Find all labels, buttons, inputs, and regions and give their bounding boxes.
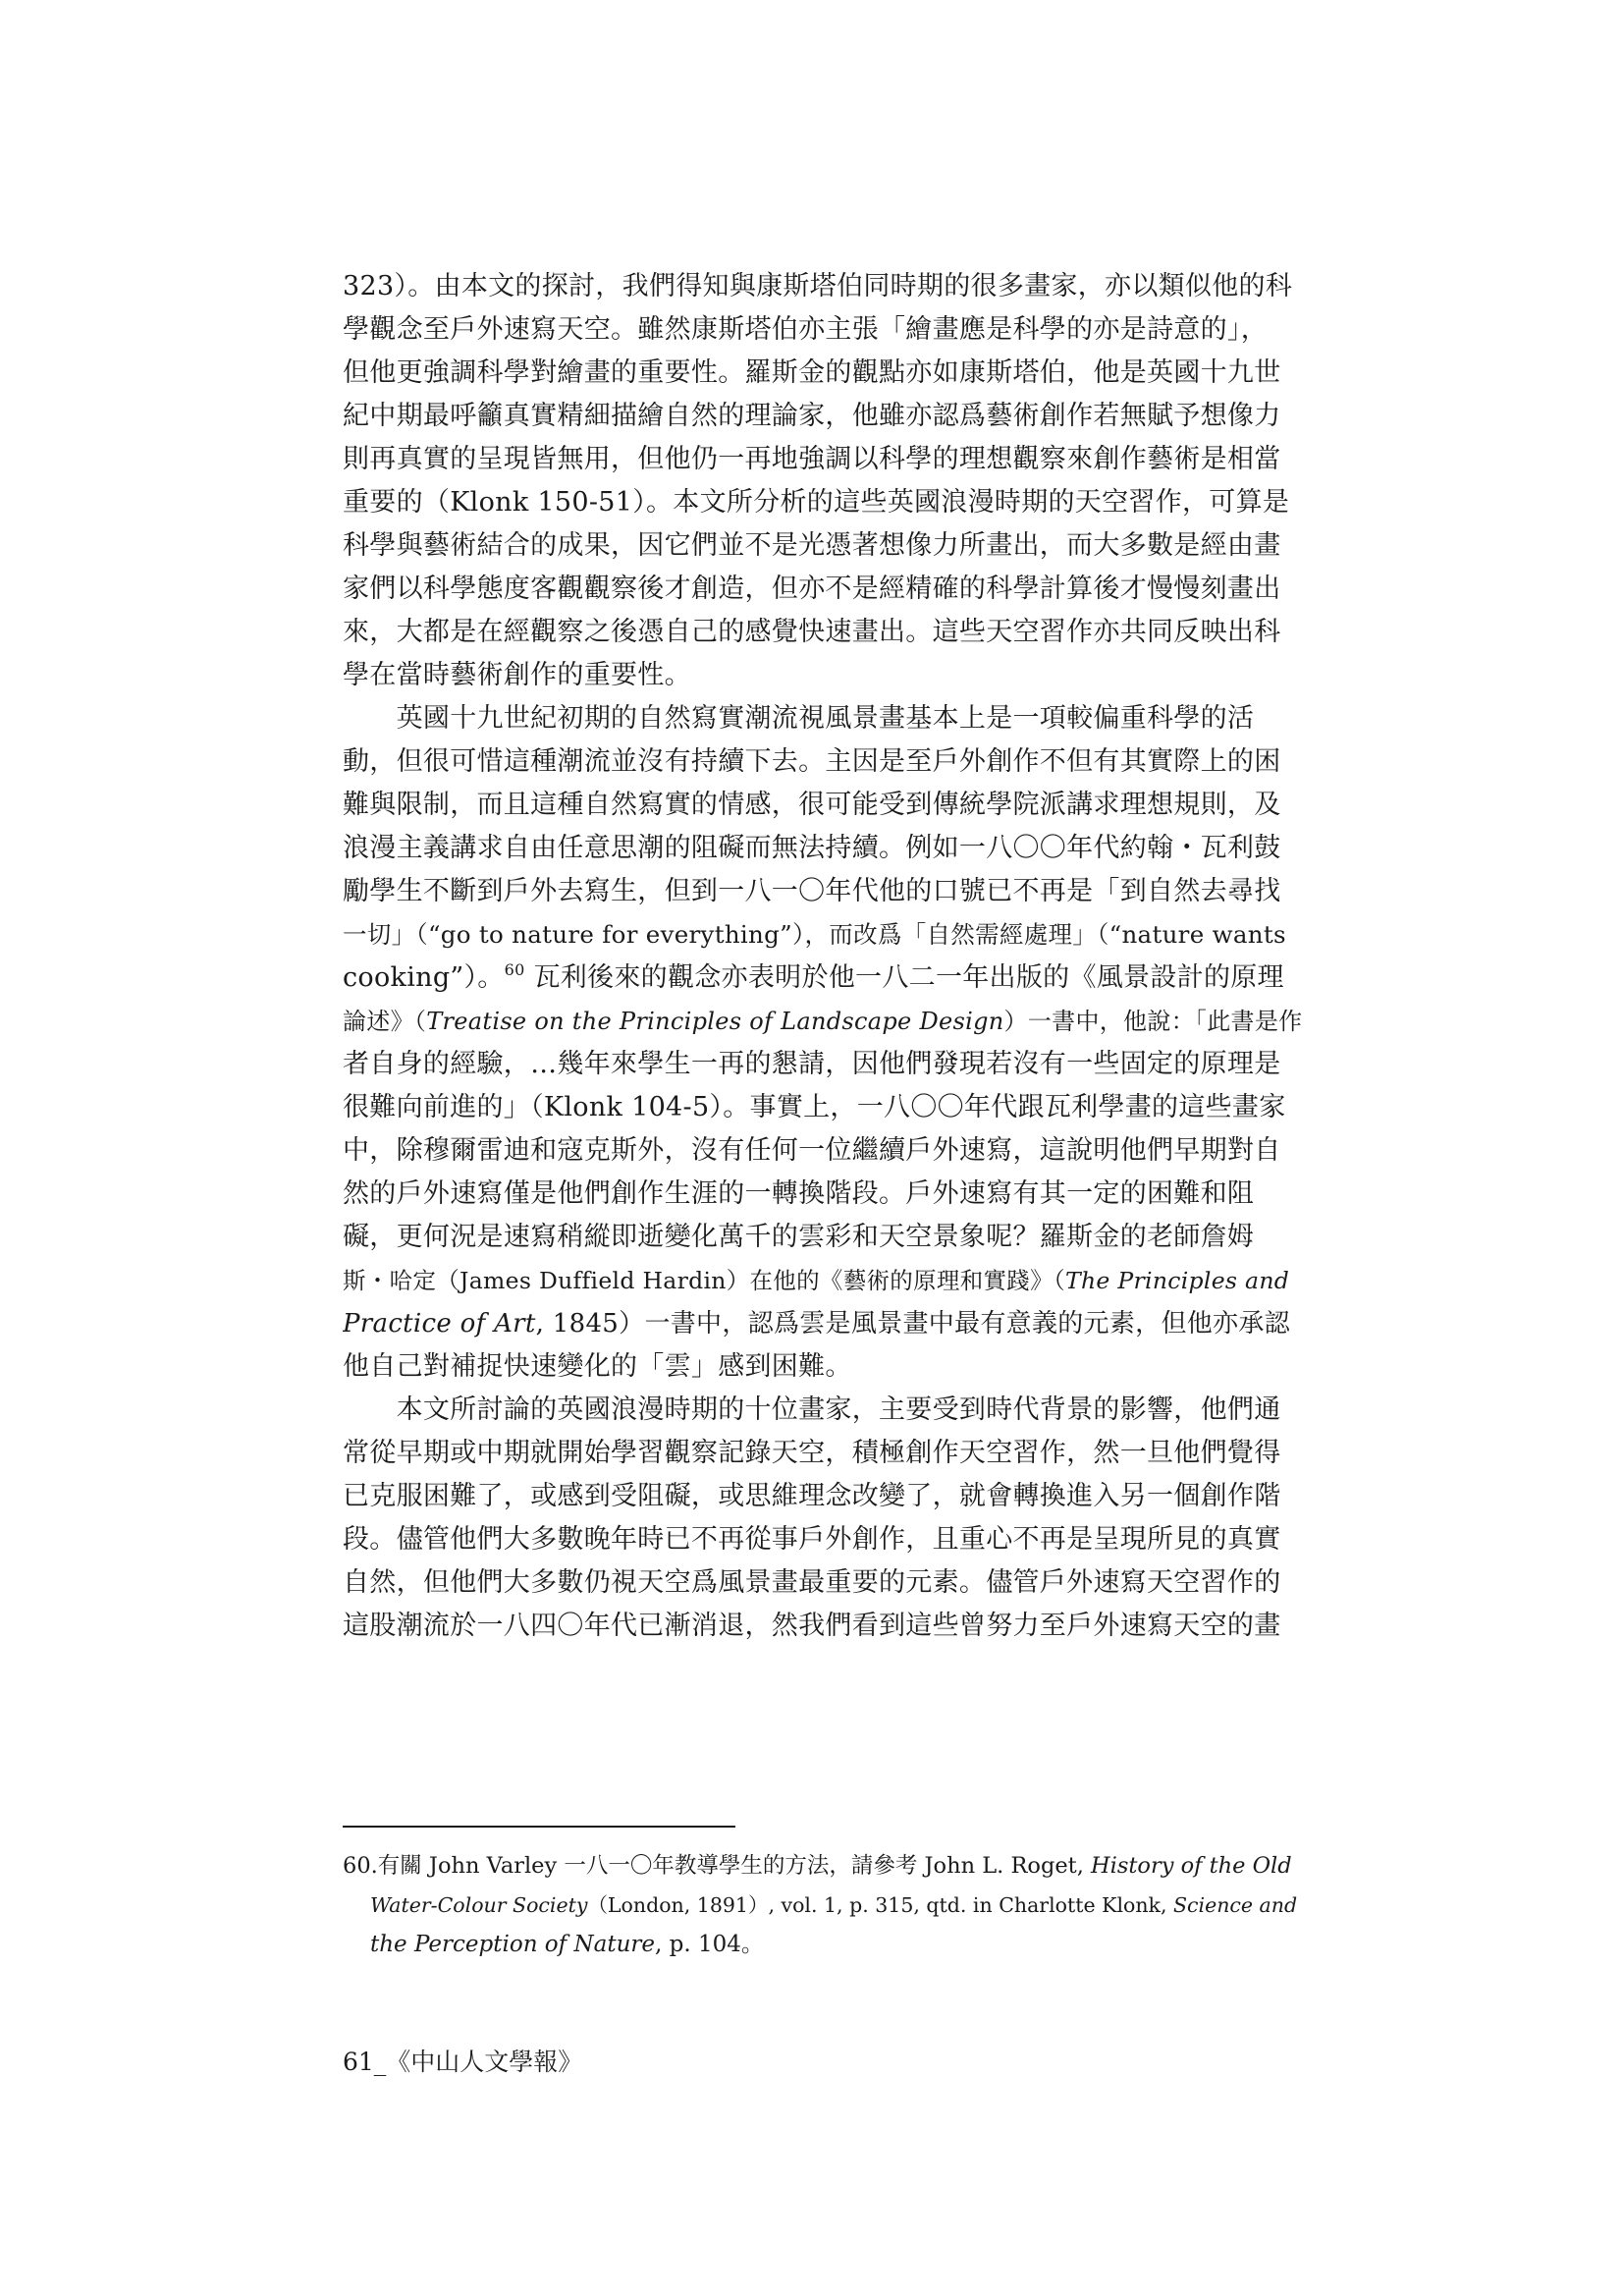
footnote-line: Water-Colour Society（London, 1891）, vol. 1, p. 315, qtd. in Charlotte Klonk, Science and <box>370 1893 1298 1917</box>
running-footer: 61_《中山人文學報》 <box>343 2048 583 2076</box>
text-line: 他自己對補捉快速變化的「雲」感到困難。 <box>343 1351 852 1382</box>
text-line: 重要的（Klonk 150-51）。本文所分析的這些英國浪漫時期的天空習作，可算是 <box>343 487 1290 518</box>
text-line: 動，但很可惜這種潮流並沒有持續下去。主因是至戶外創作不但有其實際上的困 <box>343 746 1281 777</box>
footnote-line: the Perception of Nature, p. 104。 <box>370 1932 764 1957</box>
text-line: 斯・哈定（James Duffield Hardin）在他的《藝術的原理和實踐》（The Principles and <box>343 1267 1290 1294</box>
text-line: 然的戶外速寫僅是他們創作生涯的一轉換階段。戶外速寫有其一定的困難和阻 <box>343 1178 1255 1209</box>
text-line: 中，除穆爾雷迪和寇克斯外，沒有任何一位繼續戶外速寫，這說明他們早期對自 <box>343 1135 1281 1166</box>
text-line: 勵學生不斷到戶外去寫生，但到一八一〇年代他的口號已不再是「到自然去尋找 <box>343 876 1281 906</box>
text-line: cooking”）。$^{60}$ 瓦利後來的觀念亦表明於他一八二一年出版的《風景設計的原理 <box>343 960 1284 993</box>
text-line: 學在當時藝術創作的重要性。 <box>343 660 691 690</box>
text-line: 則再真實的呈現皆無用，但他仍一再地強調以科學的理想觀察來創作藝術是相當 <box>343 444 1281 474</box>
text-line: 英國十九世紀初期的自然寫實潮流視風景畫基本上是一項較偏重科學的活 <box>343 703 1255 734</box>
text-line: 這股潮流於一八四〇年代已漸消退，然我們看到這些曾努力至戶外速寫天空的畫 <box>343 1611 1281 1641</box>
footnote-60 <box>343 1846 1303 1964</box>
text-line: 很難向前進的」（Klonk 104-5）。事實上，一八〇〇年代跟瓦利學畫的這些畫家 <box>343 1092 1286 1122</box>
text-line: 323）。由本文的探討，我們得知與康斯塔伯同時期的很多畫家，亦以類似他的科 <box>343 271 1293 301</box>
text-line: 者自身的經驗，…幾年來學生一再的懇請，因他們發現若沒有一些固定的原理是 <box>343 1049 1281 1079</box>
text-line: 家們以科學態度客觀觀察後才創造，但亦不是經精確的科學計算後才慢慢刻畫出 <box>343 574 1281 604</box>
footnote-line: 60.有關 John Varley 一八一〇年教導學生的方法，請參考 John L. Roget, History of the Old <box>343 1853 1292 1879</box>
text-line: 常從早期或中期就開始學習觀察記錄天空，積極創作天空習作，然一旦他們覺得 <box>343 1438 1281 1468</box>
text-line: 學觀念至戶外速寫天空。雖然康斯塔伯亦主張「繪畫應是科學的亦是詩意的」， <box>343 314 1268 345</box>
body-text <box>343 265 1303 1648</box>
text-line: 礙，更何況是速寫稍縱即逝變化萬千的雲彩和天空景象呢？羅斯金的老師詹姆 <box>343 1222 1255 1252</box>
text-line: 段。儘管他們大多數晚年時已不再從事戶外創作，且重心不再是呈現所見的真實 <box>343 1524 1281 1555</box>
text-line: 科學與藝術結合的成果，因它們並不是光憑著想像力所畫出，而大多數是經由畫 <box>343 530 1281 561</box>
text-line: 紀中期最呼籲真實精細描繪自然的理論家，他雖亦認爲藝術創作若無賦予想像力 <box>343 401 1281 431</box>
text-line: 來，大都是在經觀察之後憑自己的感覺快速畫出。這些天空習作亦共同反映出科 <box>343 617 1281 647</box>
footnote-divider <box>343 1826 735 1828</box>
text-line: 浪漫主義講求自由任意思潮的阻礙而無法持續。例如一八〇〇年代約翰・瓦利鼓 <box>343 833 1281 863</box>
text-line: 一切」（“go to nature for everything”），而改爲「自然需經處理」（“nature wants <box>343 920 1286 949</box>
text-line: 自然，但他們大多數仍視天空爲風景畫最重要的元素。儘管戶外速寫天空習作的 <box>343 1567 1281 1598</box>
text-line: 但他更強調科學對繪畫的重要性。羅斯金的觀點亦如康斯塔伯，他是英國十九世 <box>343 357 1281 388</box>
text-line: 本文所討論的英國浪漫時期的十位畫家，主要受到時代背景的影響，他們通 <box>343 1394 1281 1425</box>
text-line: 已克服困難了，或感到受阻礙，或思維理念改變了，就會轉換進入另一個創作階 <box>343 1481 1281 1511</box>
text-line: 論述》（Treatise on the Principles of Landscape Design）一書中，他說：「此書是作 <box>343 1008 1303 1035</box>
footnote-ref[interactable]: 60 <box>504 960 525 979</box>
text-line: 難與限制，而且這種自然寫實的情感，很可能受到傳統學院派講求理想規則，及 <box>343 790 1281 820</box>
text-line: Practice of Art, 1845）一書中，認爲雲是風景畫中最有意義的元素，但他亦承認 <box>343 1309 1290 1339</box>
